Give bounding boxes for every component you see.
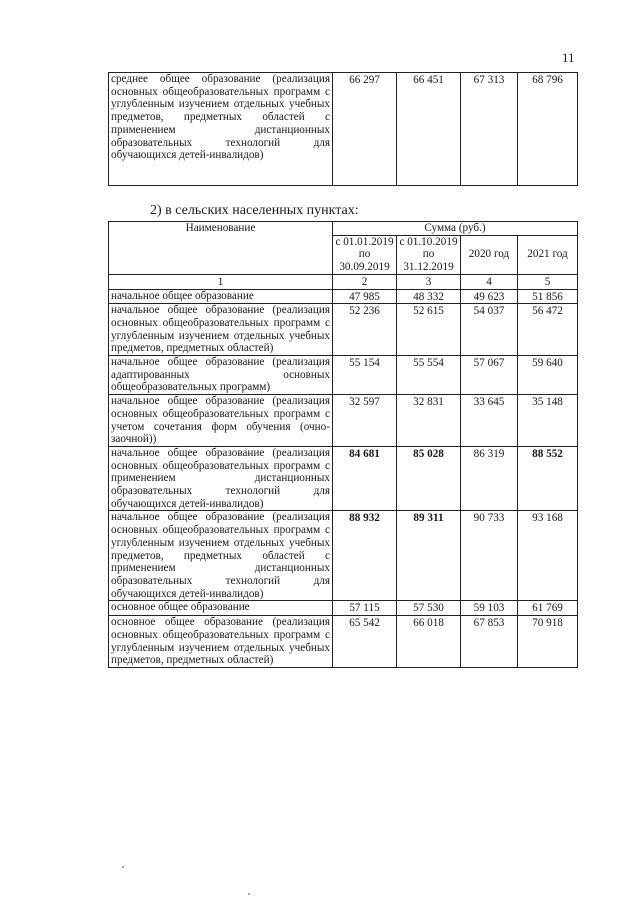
value-cell: 86 319 [461,446,518,511]
value-cell: 93 168 [518,511,578,601]
row-name: начальное общее образование (реализация основных общеобразовательных программ с углубленным изучением отдельных учебных предметов, предметных областей) [109,304,333,356]
value-cell: 32 597 [333,395,397,447]
value-cell: 67 313 [461,73,518,186]
header-2021: 2021 год [518,235,578,274]
header-period-2: с 01.10.2019 по 31.12.2019 [397,235,461,274]
page-number: 11 [562,50,575,65]
value-cell: 84 681 [333,446,397,511]
header-sum: Сумма (руб.) [333,222,578,236]
column-number: 3 [397,274,461,289]
row-name: начальное общее образование (реализация основных общеобразовательных программ с углубленным изучением отдельных учебных предметов, предметных областей с применением дистанционных образовательных технологий для обучающихся детей-инвалидов) [109,511,333,601]
value-cell: 59 640 [518,356,578,395]
value-cell: 65 542 [333,616,397,668]
table-row [109,511,578,601]
table-row [109,289,578,304]
top-table [108,72,578,186]
header-row [109,222,578,236]
value-cell: 33 645 [461,395,518,447]
value-cell: 66 297 [333,73,397,186]
rural-table [108,221,578,668]
header-period-1: с 01.01.2019 по 30.09.2019 [333,235,397,274]
table-row [109,395,578,447]
value-cell: 57 530 [397,601,461,616]
table-row [109,601,578,616]
value-cell: 70 918 [518,616,578,668]
value-cell: 35 148 [518,395,578,447]
table-row [109,356,578,395]
value-cell: 61 769 [518,601,578,616]
value-cell: 88 552 [518,446,578,511]
row-name: начальное общее образование [109,289,333,304]
table-row [109,304,578,356]
value-cell: 55 154 [333,356,397,395]
row-name: среднее общее образование (реализация основных общеобразовательных программ с углубленным изучением отдельных учебных предметов, предметных областей с применением дистанционных образовательных технологий для обучающихся детей-инвалидов) [109,73,333,186]
section-subheading: 2) в сельских населенных пунктах: [150,203,359,218]
table-row [109,73,578,186]
value-cell: 55 554 [397,356,461,395]
value-cell: 57 067 [461,356,518,395]
value-cell: 90 733 [461,511,518,601]
table-row [109,446,578,511]
column-number: 5 [518,274,578,289]
table-row [109,616,578,668]
column-number: 4 [461,274,518,289]
numbering-row [109,274,578,289]
value-cell: 54 037 [461,304,518,356]
value-cell: 85 028 [397,446,461,511]
row-name: начальное общее образование (реализация основных общеобразовательных программ с учетом сочетания форм обучения (очно-заочной)) [109,395,333,447]
row-name: основное общее образование (реализация основных общеобразовательных программ с углубленным изучением отдельных учебных предметов, предметных областей) [109,616,333,668]
value-cell: 51 856 [518,289,578,304]
value-cell: 89 311 [397,511,461,601]
value-cell: 32 831 [397,395,461,447]
value-cell: 56 472 [518,304,578,356]
value-cell: 66 451 [397,73,461,186]
value-cell: 49 623 [461,289,518,304]
value-cell: 52 236 [333,304,397,356]
column-number: 2 [333,274,397,289]
value-cell: 59 103 [461,601,518,616]
value-cell: 66 018 [397,616,461,668]
value-cell: 52 615 [397,304,461,356]
value-cell: 57 115 [333,601,397,616]
header-2020: 2020 год [461,235,518,274]
value-cell: 48 332 [397,289,461,304]
scan-speck [122,866,124,868]
column-number: 1 [109,274,333,289]
value-cell: 68 796 [518,73,578,186]
row-name: начальное общее образование (реализация адаптированных основных общеобразовательных программ) [109,356,333,395]
value-cell: 47 985 [333,289,397,304]
value-cell: 67 853 [461,616,518,668]
header-name: Наименование [109,222,333,275]
value-cell: 88 932 [333,511,397,601]
row-name: начальное общее образование (реализация основных общеобразовательных программ с применением дистанционных образовательных технологий для обучающихся детей-инвалидов) [109,446,333,511]
row-name: основное общее образование [109,601,333,616]
scan-speck [248,893,250,895]
